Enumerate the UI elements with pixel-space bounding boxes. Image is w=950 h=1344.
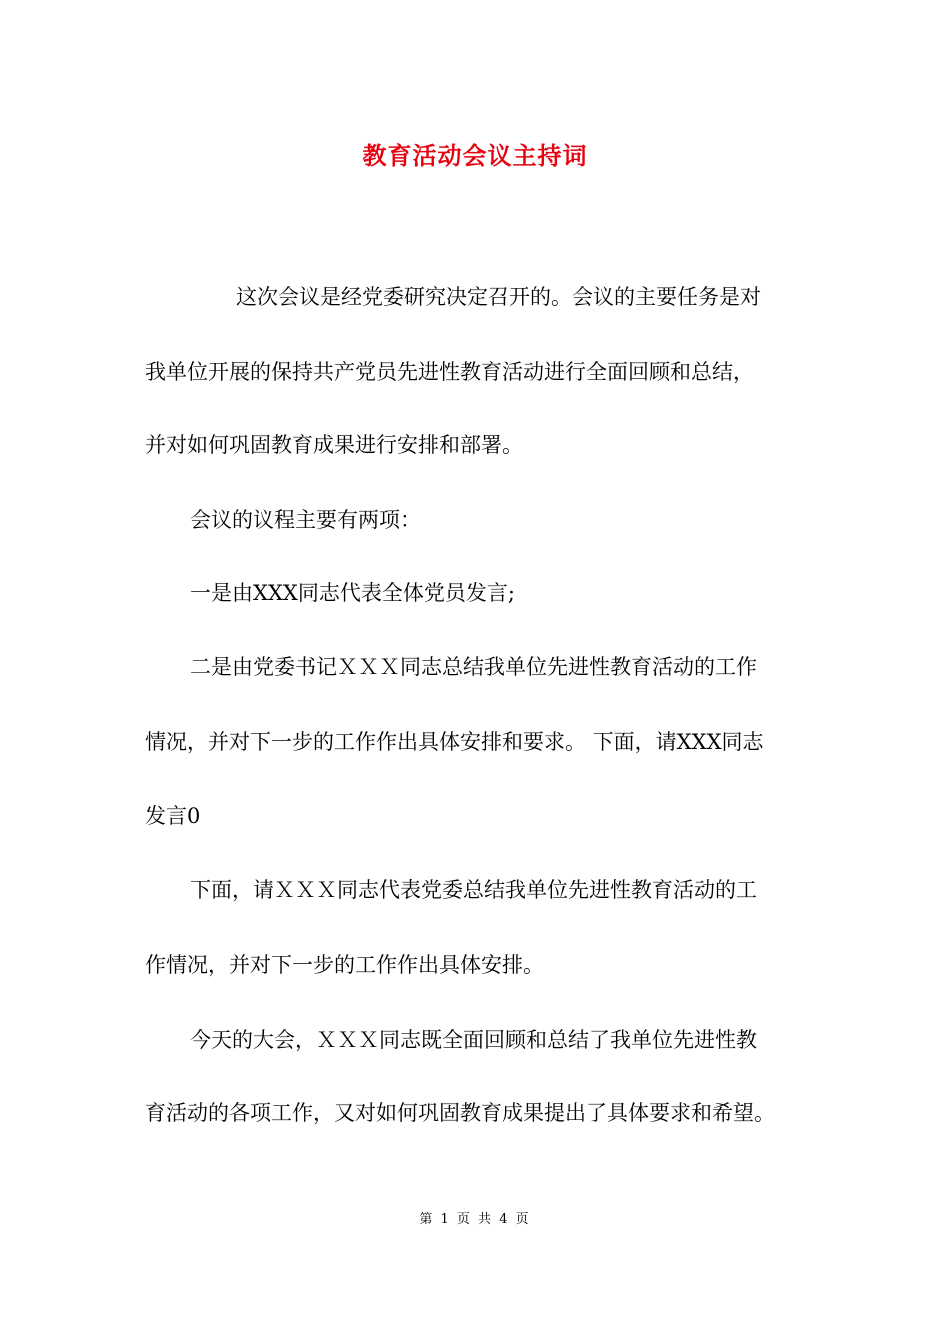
paragraph-line-7: 情况，并对下一步的工作作出具体安排和要求。 下面，请XXX同志 (145, 730, 764, 754)
paragraph-line-6: 二是由党委书记ＸＸＸ同志总结我单位先进性教育活动的工作 (190, 655, 757, 679)
paragraph-line-1: 这次会议是经党委研究决定召开的。会议的主要任务是对 (236, 285, 761, 309)
paragraph-line-4: 会议的议程主要有两项： (190, 508, 421, 532)
paragraph-line-9: 下面，请ＸＸＸ同志代表党委总结我单位先进性教育活动的工 (190, 878, 757, 902)
paragraph-line-10: 作情况，并对下一步的工作作出具体安排。 (145, 953, 544, 977)
paragraph-line-3: 并对如何巩固教育成果进行安排和部署。 (145, 433, 523, 457)
paragraph-line-2: 我单位开展的保持共产党员先进性教育活动进行全面回顾和总结， (145, 360, 754, 384)
paragraph-line-5: 一是由XXX同志代表全体党员发言; (190, 581, 515, 605)
paragraph-line-11: 今天的大会，ＸＸＸ同志既全面回顾和总结了我单位先进性教 (190, 1028, 757, 1052)
page-number-footer: 第 1 页 共 4 页 (419, 1212, 531, 1227)
paragraph-line-12: 育活动的各项工作，又对如何巩固教育成果提出了具体要求和希望。 (145, 1101, 775, 1125)
paragraph-line-8: 发言0 (145, 804, 201, 828)
document-title: 教育活动会议主持词 (362, 141, 588, 170)
